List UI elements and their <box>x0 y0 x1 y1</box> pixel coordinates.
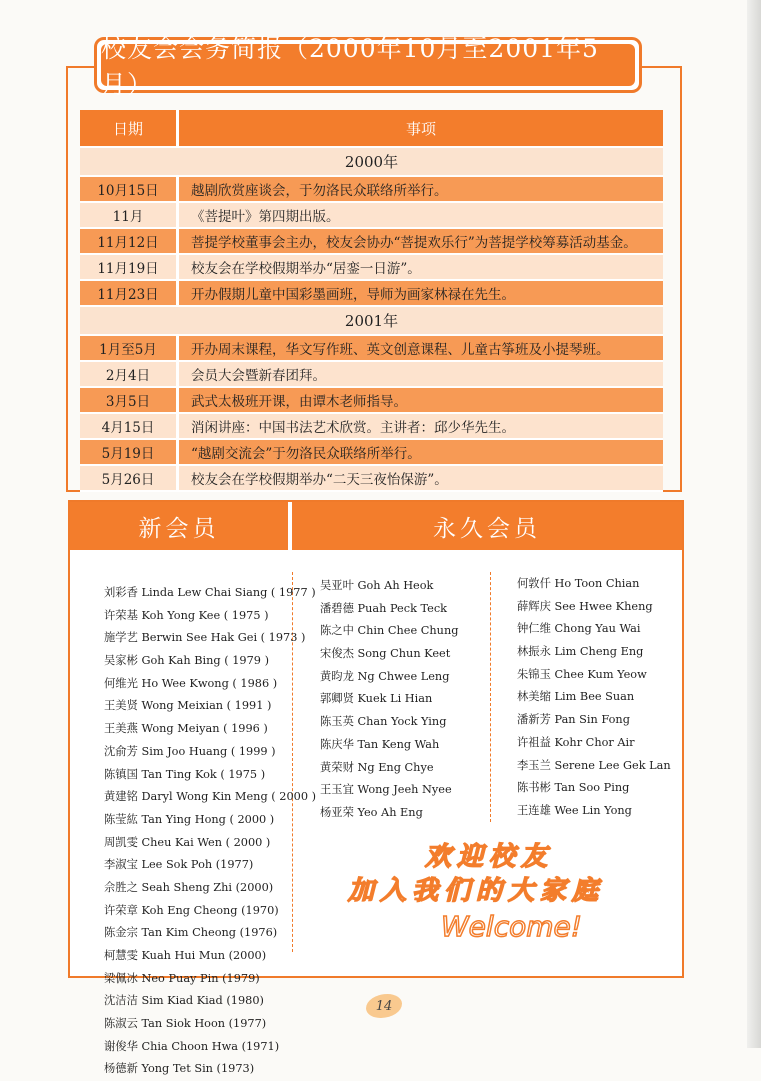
member-name: 杨德新 Yong Tet Sin (1973) <box>104 1062 255 1076</box>
member-name: 陈玉英 Chan Yock Ying <box>320 715 447 729</box>
event-date: 5月19日 <box>80 439 178 465</box>
member-name: 陈庆华 Tan Keng Wah <box>320 737 440 751</box>
member-name: 梁佩冰 Neo Puay Pin (1979) <box>104 971 260 985</box>
member-name: 陈金宗 Tan Kim Cheong (1976) <box>104 926 278 940</box>
member-name: 王美燕 Wong Meiyan ( 1996 ) <box>104 722 268 736</box>
table-row <box>80 202 663 228</box>
table-row <box>80 465 663 491</box>
event-date: 1月至5月 <box>80 335 178 361</box>
member-name: 许荣基 Koh Yong Kee ( 1975 ) <box>104 608 269 622</box>
event-description: 校友会在学校假期举办“二天三夜怡保游”。 <box>178 465 664 491</box>
member-name: 陈书彬 Tan Soo Ping <box>517 781 630 795</box>
member-name: 陈莹紘 Tan Ying Hong ( 2000 ) <box>104 812 275 826</box>
events-table <box>80 110 663 492</box>
year-label: 2000年 <box>80 147 663 176</box>
table-row <box>80 254 663 280</box>
member-name: 黄昀龙 Ng Chwee Leng <box>320 669 450 683</box>
welcome-line-2: 加入我们的大家庭 <box>348 876 605 906</box>
table-row <box>80 280 663 306</box>
column-divider <box>490 572 491 822</box>
member-name: 郭卿贤 Kuek Li Hian <box>320 692 433 706</box>
member-name: 林振永 Lim Cheng Eng <box>517 645 644 659</box>
member-name: 李玉兰 Serene Lee Gek Lan <box>517 758 671 772</box>
new-members-list <box>104 582 316 1081</box>
event-description: 校友会在学校假期举办“居銮一日游”。 <box>178 254 664 280</box>
event-description: 开办假期儿童中国彩墨画班，导师为画家林禄在先生。 <box>178 280 664 306</box>
member-name: 陈镇国 Tan Ting Kok ( 1975 ) <box>104 767 266 781</box>
member-name: 黄荣财 Ng Eng Chye <box>320 760 434 774</box>
event-description: 开办周末课程，华文写作班、英文创意课程、儿童古筝班及小提琴班。 <box>178 335 664 361</box>
member-name: 沈洁洁 Sim Kiad Kiad (1980) <box>104 994 264 1008</box>
event-date: 10月15日 <box>80 176 178 202</box>
member-name: 林美缩 Lim Bee Suan <box>517 690 635 704</box>
welcome-line-1: 欢迎校友 <box>425 842 554 872</box>
member-name: 何敦仟 Ho Toon Chian <box>517 577 640 590</box>
table-row <box>80 361 663 387</box>
member-name: 黄建铭 Daryl Wong Kin Meng ( 2000 ) <box>104 790 317 804</box>
table-header-row <box>80 110 663 147</box>
event-date: 3月5日 <box>80 387 178 413</box>
member-name: 刘彩香 Linda Lew Chai Siang ( 1977 ) <box>104 586 316 599</box>
member-name: 钟仁维 Chong Yau Wai <box>517 622 641 636</box>
event-date: 2月4日 <box>80 361 178 387</box>
event-date: 11月 <box>80 202 178 228</box>
member-name: 陈淑云 Tan Siok Hoon (1977) <box>104 1017 267 1031</box>
member-name: 施学艺 Berwin See Hak Gei ( 1973 ) <box>104 631 306 645</box>
page-shadow-edge <box>747 0 761 1048</box>
event-description: 会员大会暨新春团拜。 <box>178 361 664 387</box>
new-members-heading: 新会员 <box>70 502 288 550</box>
member-name: 谢俊华 Chia Choon Hwa (1971) <box>104 1039 280 1053</box>
event-description: 越剧欣赏座谈会，于勿洛民众联络所举行。 <box>178 176 664 202</box>
year-row <box>80 147 663 176</box>
event-description: 菩提学校董事会主办，校友会协办“菩提欢乐行”为菩提学校筹募活动基金。 <box>178 228 664 254</box>
member-name: 李淑宝 Lee Sok Poh (1977) <box>104 858 254 872</box>
member-name: 杨亚荣 Yeo Ah Eng <box>320 805 423 819</box>
table-row <box>80 335 663 361</box>
year-label: 2001年 <box>80 306 663 335</box>
welcome-english: Welcome! <box>441 910 582 943</box>
member-name: 沈俞芳 Sim Joo Huang ( 1999 ) <box>104 744 276 758</box>
member-name: 许祖益 Kohr Chor Air <box>517 735 635 749</box>
member-name: 许荣章 Koh Eng Cheong (1970) <box>104 903 279 917</box>
page-number: 14 <box>366 994 402 1018</box>
member-name: 陈之中 Chin Chee Chung <box>320 624 459 638</box>
life-members-list-1 <box>320 575 458 825</box>
header-date: 日期 <box>80 110 178 147</box>
member-name: 吴家彬 Goh Kah Bing ( 1979 ) <box>104 654 269 668</box>
page-title: 校友会会务简报（2000年10月至2001年5月） <box>101 44 635 86</box>
member-name: 何维光 Ho Wee Kwong ( 1986 ) <box>104 676 278 690</box>
life-members-heading: 永久会员 <box>292 502 682 550</box>
table-row <box>80 387 663 413</box>
member-name: 王玉宜 Wong Jeeh Nyee <box>320 783 452 797</box>
event-date: 5月26日 <box>80 465 178 491</box>
event-description: 《菩提叶》第四期出版。 <box>178 202 664 228</box>
member-name: 潘碧德 Puah Peck Teck <box>320 601 448 615</box>
event-description: “越剧交流会”于勿洛民众联络所举行。 <box>178 439 664 465</box>
member-name: 佘胜之 Seah Sheng Zhi (2000) <box>104 880 274 894</box>
table-row <box>80 439 663 465</box>
member-name: 薛辉庆 See Hwee Kheng <box>517 599 653 613</box>
life-members-list-2 <box>517 573 671 823</box>
event-description: 消闲讲座：中国书法艺术欣赏。主讲者：邱少华先生。 <box>178 413 664 439</box>
year-row <box>80 306 663 335</box>
header-event: 事项 <box>178 110 664 147</box>
member-name: 王美贤 Wong Meixian ( 1991 ) <box>104 699 272 713</box>
event-date: 4月15日 <box>80 413 178 439</box>
frame-right-line <box>680 66 682 492</box>
member-name: 柯慧雯 Kuah Hui Mun (2000) <box>104 949 267 962</box>
member-name: 周凯雯 Cheu Kai Wen ( 2000 ) <box>104 835 271 849</box>
member-name: 潘新芳 Pan Sin Fong <box>517 713 630 727</box>
table-row <box>80 228 663 254</box>
event-date: 11月23日 <box>80 280 178 306</box>
event-date: 11月12日 <box>80 228 178 254</box>
table-row <box>80 413 663 439</box>
member-name: 吴亚叶 Goh Ah Heok <box>320 579 434 592</box>
member-name: 朱锦玉 Chee Kum Yeow <box>517 667 647 681</box>
member-name: 宋俊杰 Song Chun Keet <box>320 647 451 661</box>
table-row <box>80 176 663 202</box>
title-banner <box>94 34 642 99</box>
event-date: 11月19日 <box>80 254 178 280</box>
member-name: 王连雄 Wee Lin Yong <box>517 803 632 817</box>
event-description: 武式太极班开课，由谭木老师指导。 <box>178 387 664 413</box>
